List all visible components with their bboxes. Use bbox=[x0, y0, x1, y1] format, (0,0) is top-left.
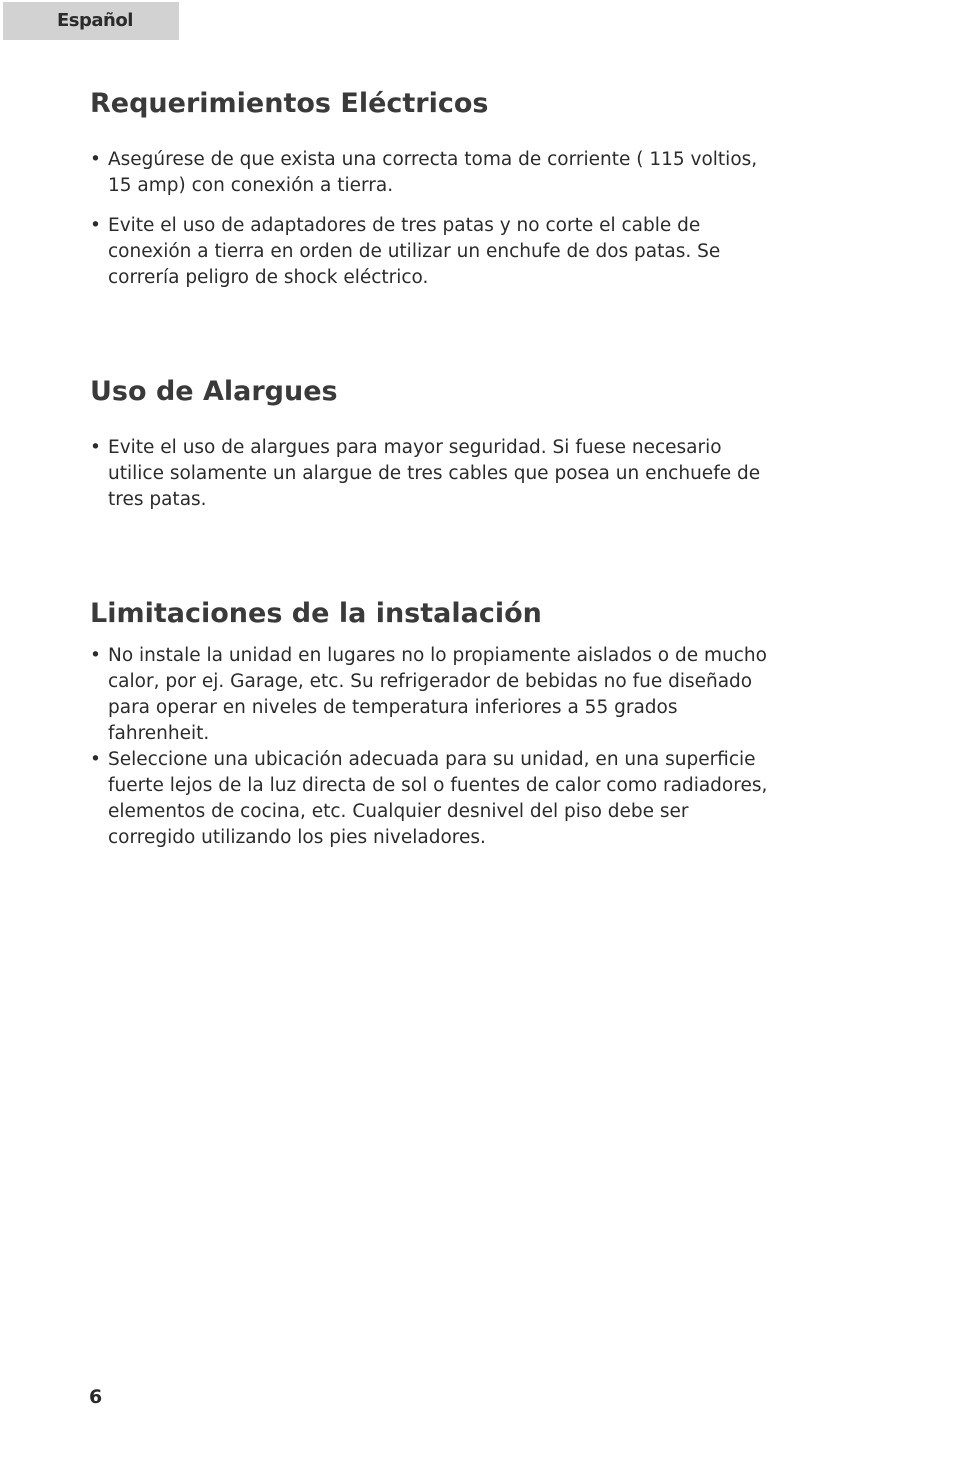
bullet-icon: • bbox=[90, 437, 101, 458]
bullet-list-extension-cords bbox=[90, 435, 780, 513]
bullet-list-electrical bbox=[90, 147, 780, 291]
section-extension-cords bbox=[90, 375, 880, 409]
bullet-icon: • bbox=[90, 645, 101, 666]
list-item-text: Seleccione una ubicación adecuada para su unidad, en una superficie fuerte lejos de la luz directa de sol o fuentes de calor como radiadores, elementos de cocina, etc. Cualquier desnivel del piso debe ser corregido utilizando los pies niveladores. bbox=[108, 749, 768, 848]
list-item bbox=[90, 213, 780, 291]
section-title: Uso de Alargues bbox=[90, 376, 338, 407]
bullet-icon: • bbox=[90, 149, 101, 170]
list-item bbox=[90, 643, 780, 747]
bullet-icon: • bbox=[90, 215, 101, 236]
list-item-text: Asegúrese de que exista una correcta toma de corriente ( 115 voltios, 15 amp) con conexión a tierra. bbox=[108, 149, 758, 196]
list-item bbox=[90, 435, 780, 513]
list-item-text: Evite el uso de adaptadores de tres patas y no corte el cable de conexión a tierra en orden de utilizar un enchufe de dos patas. Se correría peligro de shock eléctrico. bbox=[108, 215, 721, 288]
list-item bbox=[90, 747, 780, 851]
section-installation-limits bbox=[90, 597, 880, 631]
language-tab: Español bbox=[3, 2, 179, 40]
section-title: Limitaciones de la instalación bbox=[90, 598, 542, 629]
section-electrical-requirements bbox=[90, 87, 880, 121]
section-title: Requerimientos Eléctricos bbox=[90, 88, 489, 119]
list-item-text: No instale la unidad en lugares no lo propiamente aislados o de mucho calor, por ej. Garage, etc. Su refrigerador de bebidas no fue diseñado para operar en niveles de temperatura inferiores a 55 grados fahrenheit. bbox=[108, 645, 767, 744]
list-item-text: Evite el uso de alargues para mayor seguridad. Si fuese necesario utilice solamente un alargue de tres cables que posea un enchuefe de tres patas. bbox=[108, 437, 761, 510]
bullet-list-installation bbox=[90, 643, 780, 851]
list-item bbox=[90, 147, 780, 199]
page-number: 6 bbox=[89, 1386, 103, 1408]
bullet-icon: • bbox=[90, 749, 101, 770]
